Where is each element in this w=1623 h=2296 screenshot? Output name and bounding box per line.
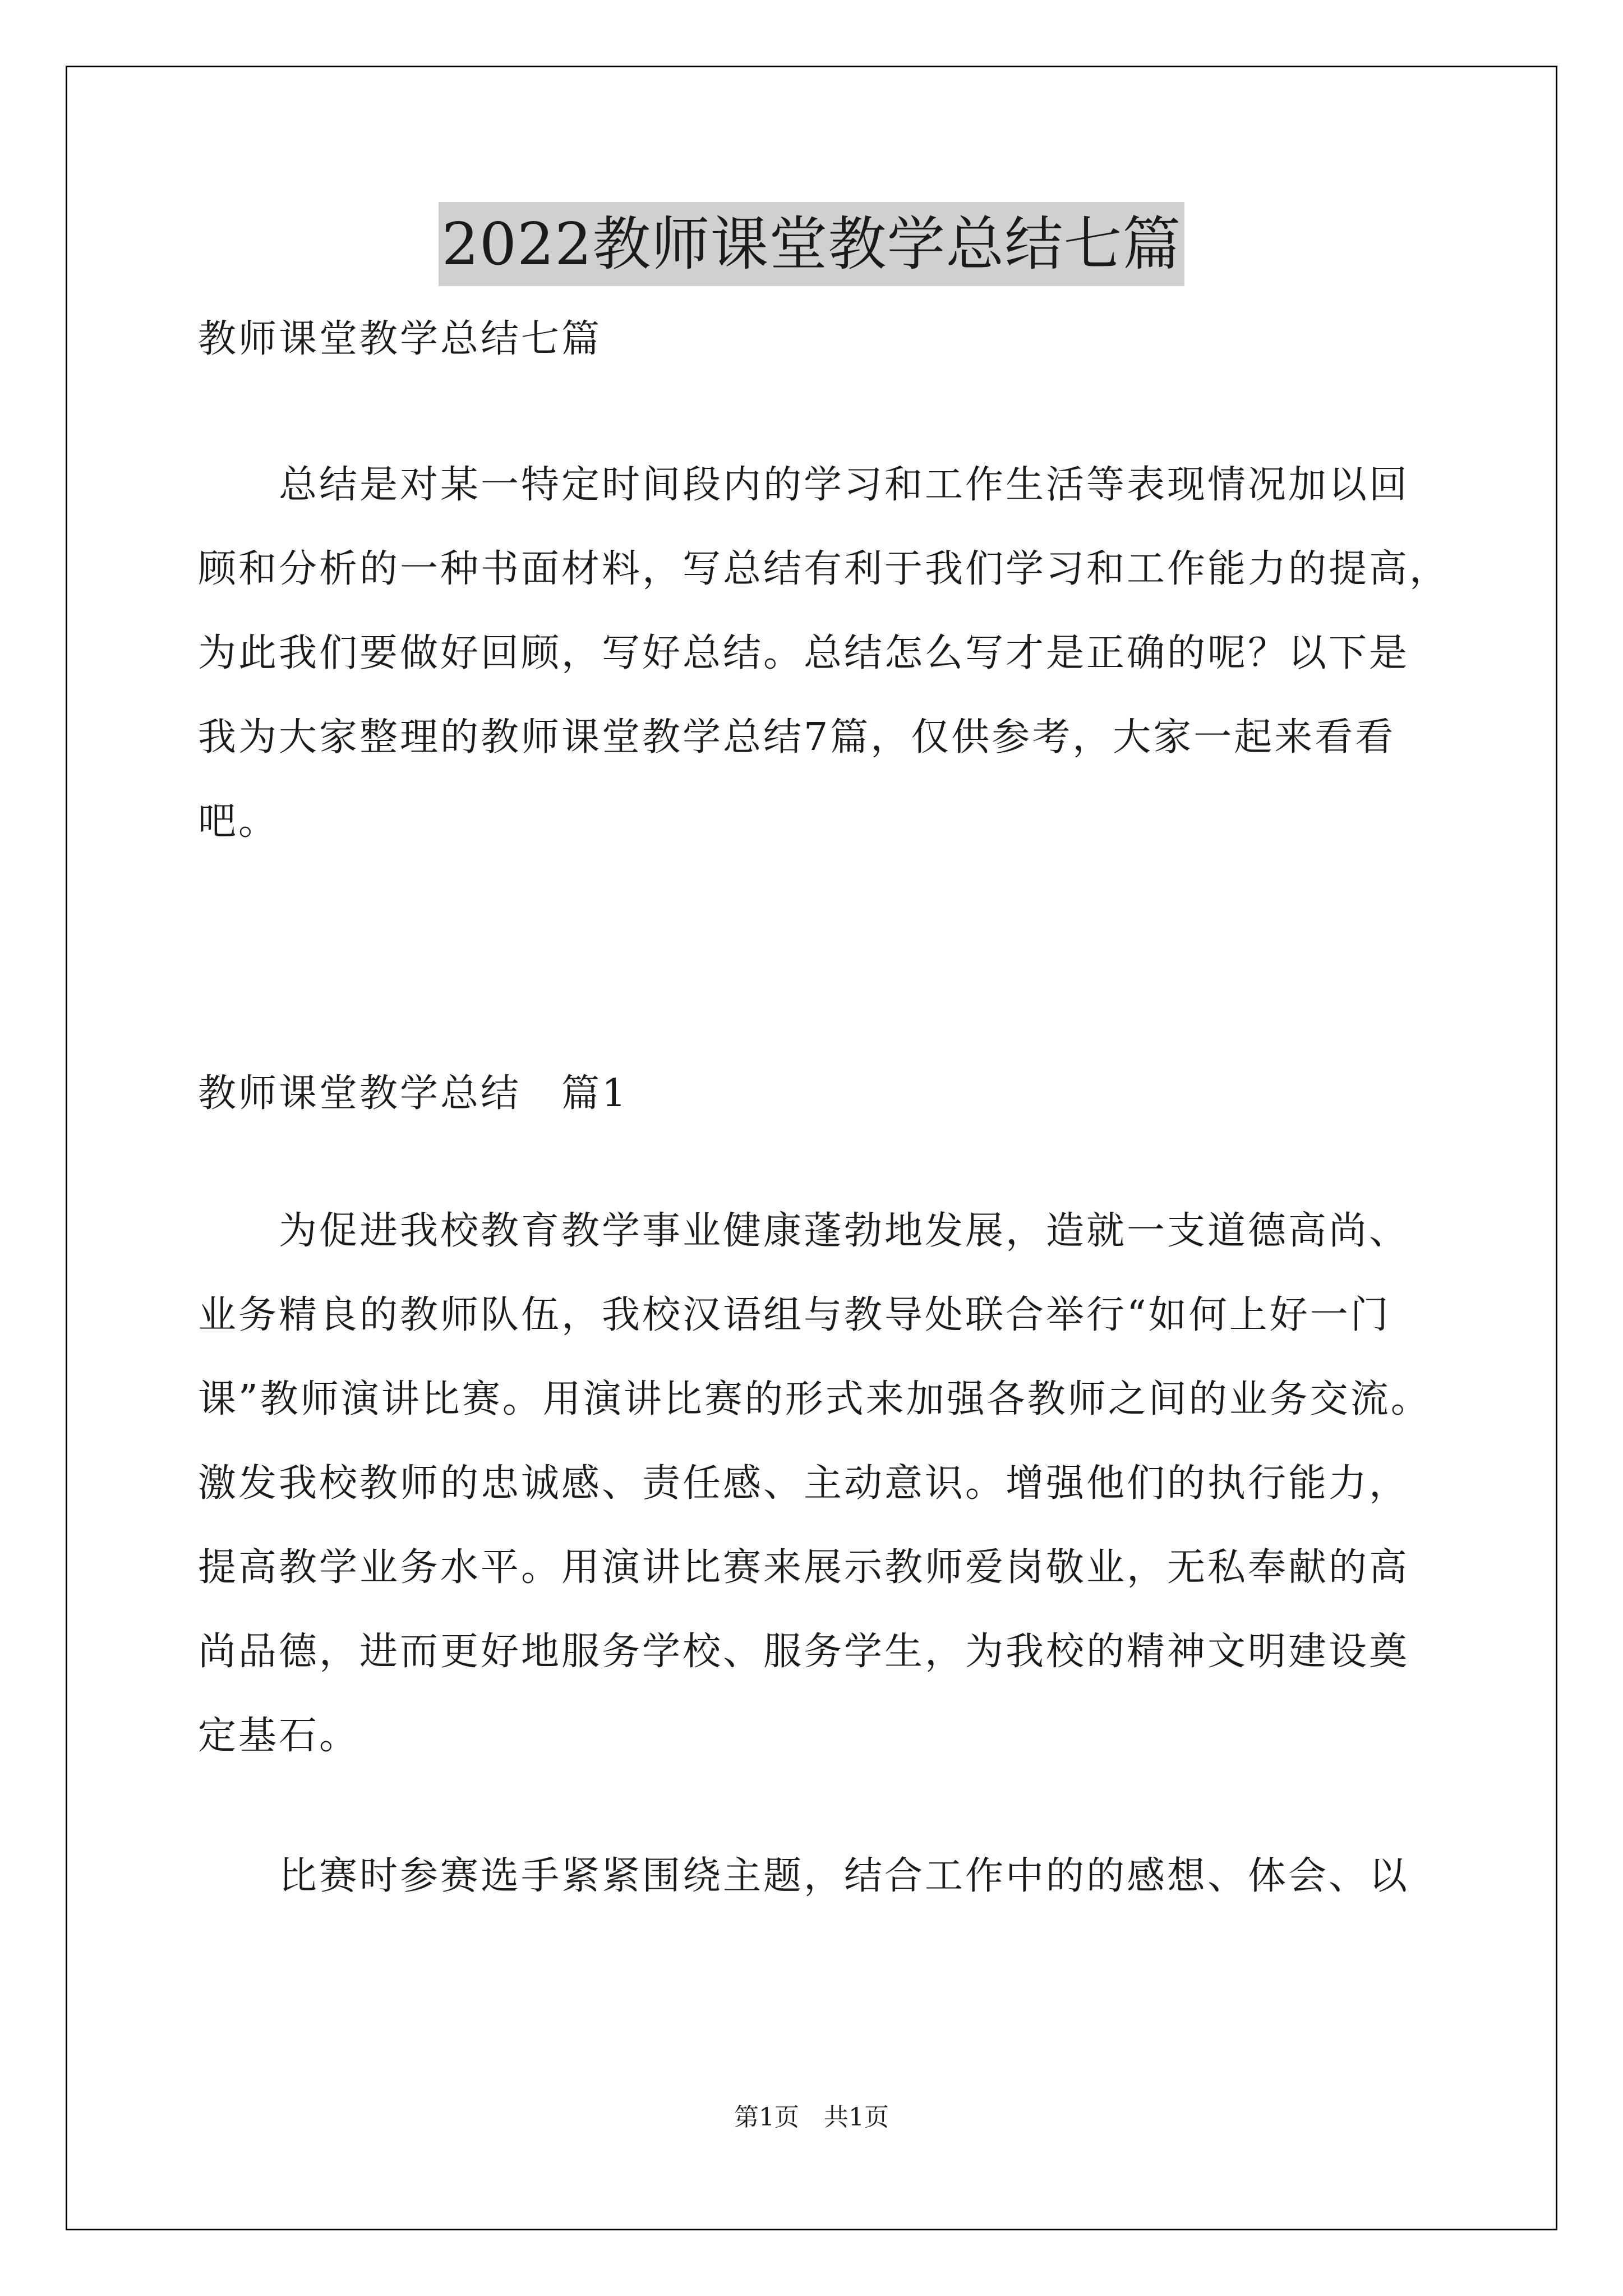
section-paragraph-line: 为促进我校教育教学事业健康蓬勃地发展，造就一支道德高尚、 [198,1209,1410,1253]
document-title: 2022教师课堂教学总结七篇 [439,202,1185,286]
intro-paragraph-line: 我为大家整理的教师课堂教学总结7篇，仅供参考，大家一起来看看 [198,715,1396,760]
intro-paragraph-line: 总结是对某一特定时间段内的学习和工作生活等表现情况加以回 [198,463,1410,507]
section-paragraph-line: 尚品德，进而更好地服务学校、服务学生，为我校的精神文明建设奠 [198,1630,1410,1674]
section-paragraph-line: 激发我校教师的忠诚感、责任感、主动意识。增强他们的执行能力， [198,1461,1410,1506]
section-heading: 教师课堂教学总结 篇1 [198,1071,629,1116]
section-paragraph-line: 比赛时参赛选手紧紧围绕主题，结合工作中的的感想、体会、以 [198,1854,1410,1898]
title-container [0,202,1623,286]
subtitle-line: 教师课堂教学总结七篇 [198,317,602,361]
section-paragraph-line: 定基石。 [198,1714,360,1758]
section-paragraph-line: 业务精良的教师队伍，我校汉语组与教导处联合举行“如何上好一门 [198,1293,1391,1337]
page-border [66,66,1557,2230]
intro-paragraph-line: 为此我们要做好回顾，写好总结。总结怎么写才是正确的呢？以下是 [198,631,1410,675]
intro-paragraph-line: 吧。 [198,799,279,844]
section-paragraph-line: 课”教师演讲比赛。用演讲比赛的形式来加强各教师之间的业务交流。 [198,1377,1431,1421]
page-footer: 第1页 共1页 [734,2103,889,2132]
section-paragraph-line: 提高教学业务水平。用演讲比赛来展示教师爱岗敬业，无私奉献的高 [198,1545,1410,1590]
intro-paragraph-line: 顾和分析的一种书面材料，写总结有利于我们学习和工作能力的提高， [198,547,1450,591]
